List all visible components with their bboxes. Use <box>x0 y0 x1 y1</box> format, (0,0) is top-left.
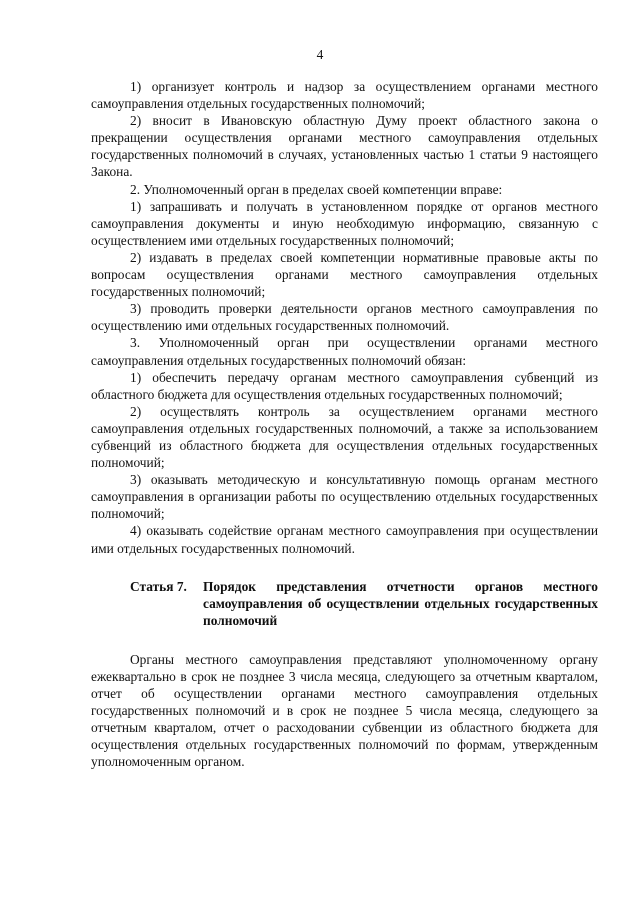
article-number: Статья 7. <box>130 578 187 594</box>
paragraph-5: 2) издавать в пределах своей компетенции нормативные правовые акты по вопросам осуществления органами местного самоуправления отдельных государственных полномочий; <box>91 249 598 300</box>
paragraph-2: 2) вносит в Ивановскую областную Думу проект областного закона о прекращении осуществления органами местного самоуправления отдельных государственных полномочий в случаях, установленных частью 1 статьи 9 настоящего Закона. <box>91 113 598 180</box>
paragraph-9: 2) осуществлять контроль за осуществлением органами местного самоуправления отдельных государственных полномочий, а также за использованием субвенций из областного бюджета для осуществления отдельных государственных полномочий; <box>91 403 598 471</box>
article-heading <box>91 578 598 629</box>
paragraph-1: 1) организует контроль и надзор за осуществлением органами местного самоуправления отдельных государственных полномочий; <box>91 79 598 112</box>
paragraph-3: 2. Уполномоченный орган в пределах своей компетенции вправе: <box>130 181 503 197</box>
page-number: 4 <box>316 47 324 62</box>
document-body <box>91 78 598 771</box>
paragraph-4: 1) запрашивать и получать в установленном порядке от органов местного самоуправления документы и иную необходимую информацию, связанную с осуществлением ими отдельных государственных полномочий; <box>91 198 598 248</box>
paragraph-6: 3) проводить проверки деятельности органов местного самоуправления по осуществлению ими отдельных государственных полномочий. <box>91 301 598 334</box>
article-title: Порядок представления отчетности органов местного самоуправления об осуществлении отдельных государственных полномочий <box>203 578 598 628</box>
paragraph-article-body: Органы местного самоуправления представляют уполномоченному органу ежеквартально в срок не позднее 3 числа месяца, следующего за отчетным кварталом, отчет об осуществлении органами местного самоуправления отдельных государственных полномочий и в срок не позднее 5 числа месяца, следующего за отчетным кварталом, отчет о расходовании субвенции из областного бюджета для осуществления отдельных государственных полномочий по формам, утвержденным уполномоченным органом. <box>91 651 598 770</box>
paragraph-7: 3. Уполномоченный орган при осуществлении органами местного самоуправления отдельных государственных полномочий обязан: <box>91 335 598 368</box>
paragraph-11: 4) оказывать содействие органам местного самоуправления при осуществлении ими отдельных государственных полномочий. <box>91 523 598 556</box>
paragraph-8: 1) обеспечить передачу органам местного самоуправления субвенций из областного бюджета для осуществления отдельных государственных полномочий; <box>91 369 598 402</box>
spacer <box>91 629 598 651</box>
paragraph-10: 3) оказывать методическую и консультативную помощь органам местного самоуправления в организации работы по осуществлению отдельных государственных полномочий; <box>91 472 598 522</box>
